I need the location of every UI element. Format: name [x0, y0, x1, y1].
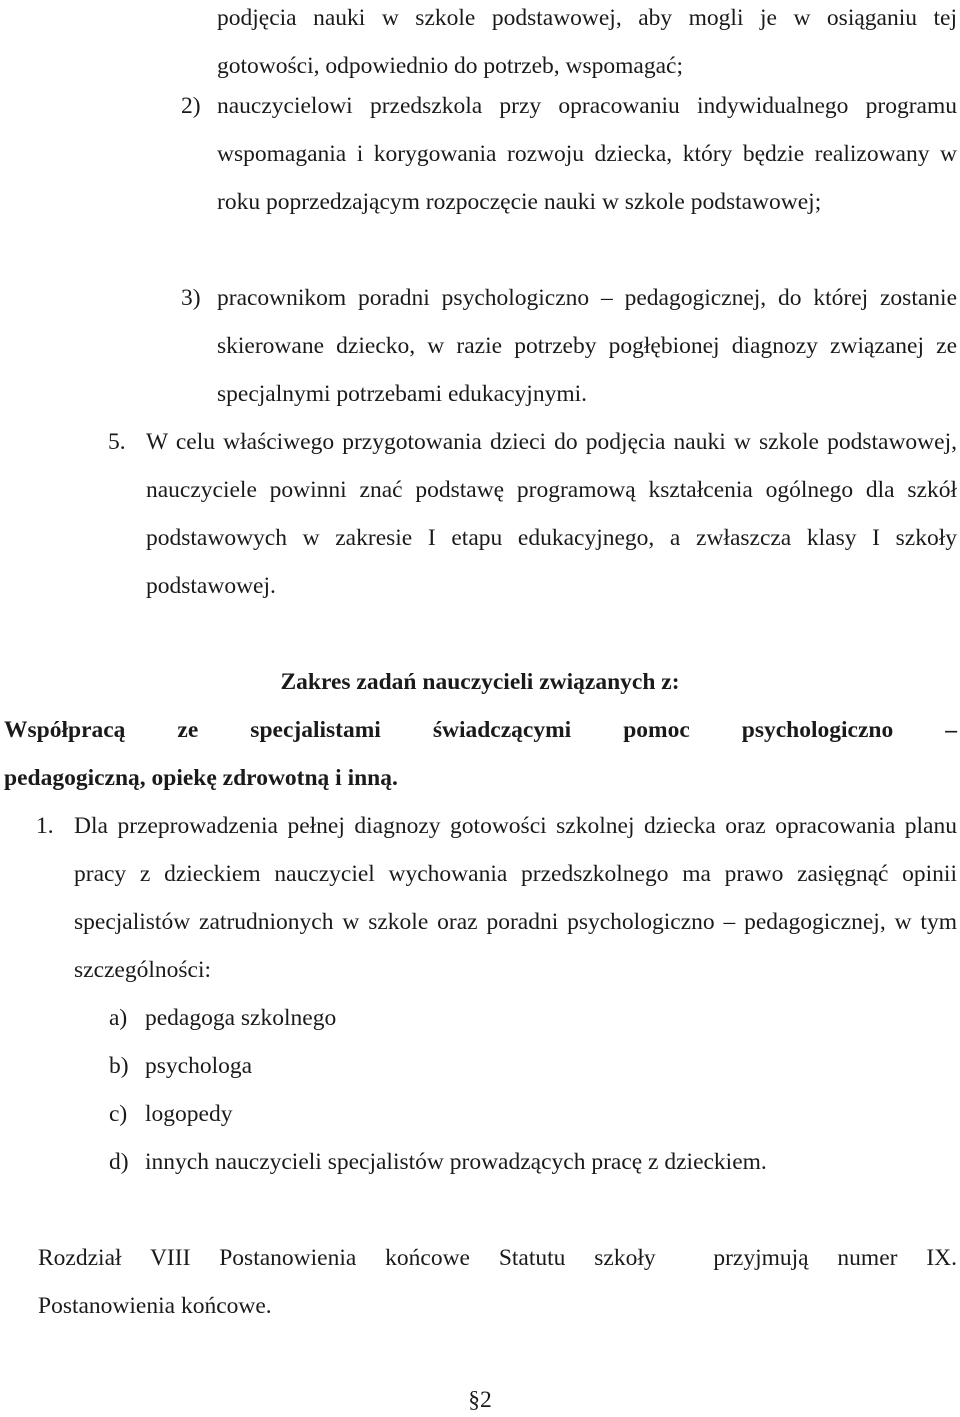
- list-item: [109, 1090, 233, 1138]
- closing-paragraph: [38, 1234, 957, 1330]
- subitem-label: c): [109, 1101, 128, 1127]
- list-item-2-text: nauczycielowi przedszkola przy opracowaniu indywidualnego programu wspomagania i korygowania rozwoju dziecka, który będzie realizowany w roku poprzedzającym rozpoczęcie nauki w szkole podstawowej;: [217, 93, 957, 215]
- section-heading: Zakres zadań nauczycieli związanych z:: [280, 669, 680, 695]
- list-item-3-number: 3): [181, 285, 201, 311]
- list-item-1-continuation: podjęcia nauki w szkole podstawowej, aby mogli je w osiąganiu tej gotowości, odpowiednio do potrzeb, wspomagać;: [217, 5, 957, 79]
- list-item: [109, 1138, 767, 1186]
- subitem-label: a): [109, 1005, 128, 1031]
- list-item-3-text: pracownikom poradni psychologiczno – pedagogicznej, do której zostanie skierowane dziecko, w razie potrzeby pogłębionej diagnozy związanej ze specjalnymi potrzebami edukacyjnymi.: [217, 285, 957, 407]
- list-item-2-number: 2): [181, 93, 201, 119]
- list-item: [109, 994, 337, 1042]
- subheading-line-2: pedagogiczną, opiekę zdrowotną i inną.: [4, 765, 398, 791]
- subitem-label: b): [109, 1053, 129, 1079]
- point-1-number: 1.: [36, 813, 54, 839]
- subheading-line-1: Współpracą ze specjalistami świadczącymi pomoc psychologiczno –: [4, 717, 957, 743]
- subitem-text: logopedy: [145, 1101, 233, 1127]
- closing-line-2: Postanowienia końcowe.: [38, 1293, 272, 1319]
- closing-line-1: Rozdział VIII Postanowienia końcowe Statutu szkoły przyjmują numer IX.: [38, 1245, 957, 1271]
- subitem-text: pedagoga szkolnego: [145, 1005, 337, 1031]
- point-5-number: 5.: [108, 429, 126, 455]
- point-1-text: Dla przeprowadzenia pełnej diagnozy gotowości szkolnej dziecka oraz opracowania planu pracy z dzieckiem nauczyciel wychowania przedszkolnego ma prawo zasięgnąć opinii specjalistów zatrudnionych w szkole oraz poradni psychologiczno – pedagogicznej, w tym szczególności:: [74, 813, 957, 983]
- list-item: [109, 1042, 253, 1090]
- subitem-label: d): [109, 1149, 129, 1175]
- footer-section-mark: §2: [468, 1387, 492, 1413]
- point-5-text: W celu właściwego przygotowania dzieci do podjęcia nauki w szkole podstawowej, nauczyciele powinni znać podstawę programową kształcenia ogólnego dla szkół podstawowych w zakresie I etapu edukacyjnego, a zwłaszcza klasy I szkoły podstawowej.: [146, 429, 957, 599]
- section-subheading: [4, 706, 957, 802]
- subitem-text: psychologa: [145, 1053, 253, 1079]
- subitem-text: innych nauczycieli specjalistów prowadzących pracę z dzieckiem.: [145, 1149, 767, 1175]
